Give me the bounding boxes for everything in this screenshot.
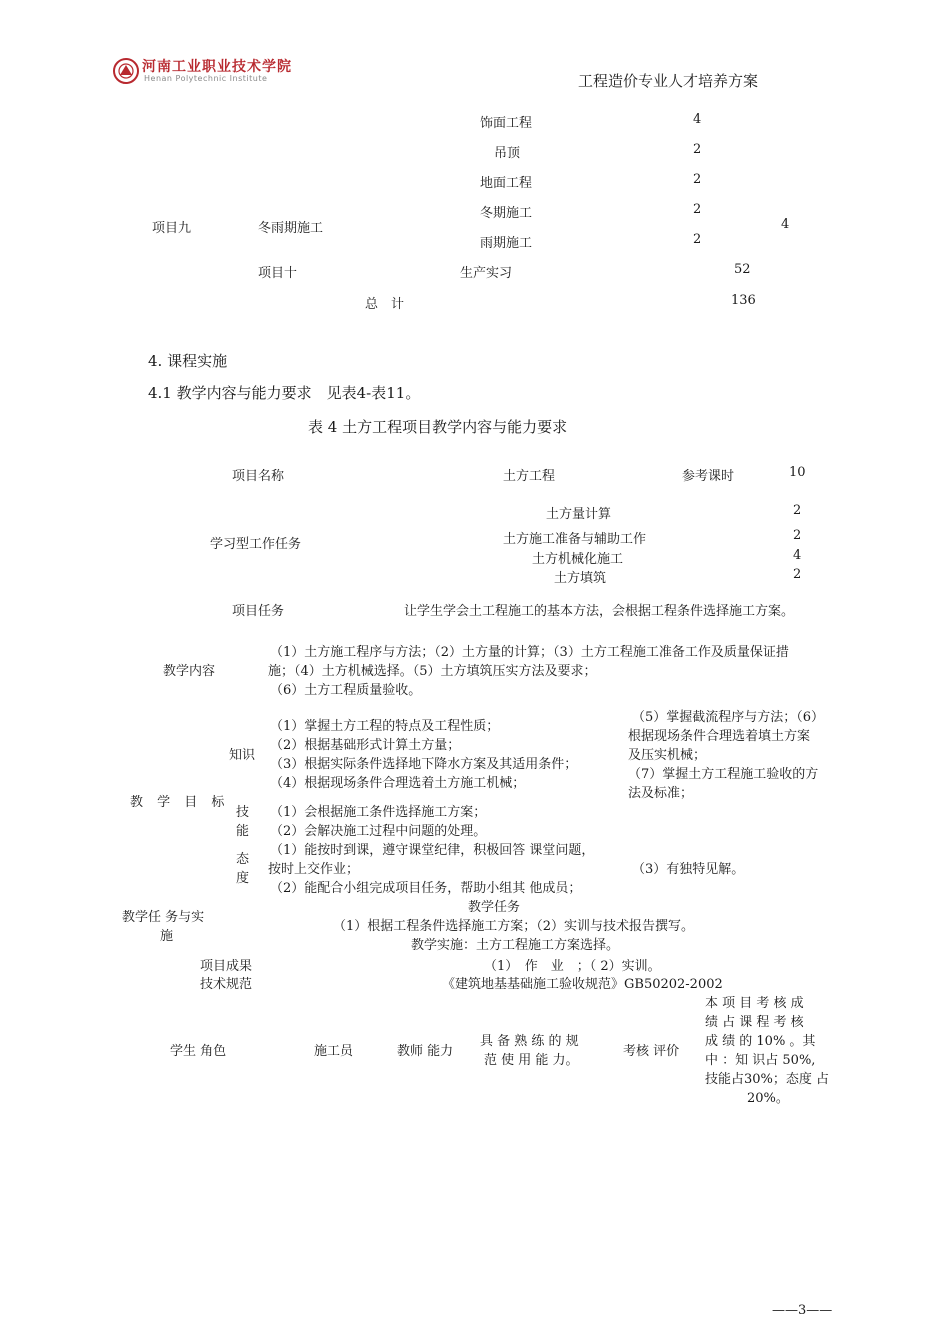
work-task-name: 土方填筑 bbox=[554, 571, 607, 586]
assessment-line: 技能占30%；态度 占 bbox=[705, 1072, 830, 1087]
knowledge-right-line: 法及标准； bbox=[628, 786, 694, 801]
project-result-value: （1） 作 业 ；（ 2）实训。 bbox=[484, 959, 661, 974]
skill-label: 技 bbox=[236, 805, 250, 820]
top-table-task: 地面工程 bbox=[480, 176, 533, 191]
teaching-goals-label: 教 学 目 标 bbox=[130, 795, 230, 810]
work-task-name: 土方量计算 bbox=[546, 507, 612, 522]
top-table-hours: 4 bbox=[693, 112, 702, 127]
item9-name: 项目九 bbox=[152, 221, 192, 236]
school-logo bbox=[112, 56, 292, 86]
logo-text-en: Henan Polytechnic Institute bbox=[144, 74, 268, 83]
teaching-task-heading: 教学任务 bbox=[468, 900, 521, 915]
work-task-name: 土方机械化施工 bbox=[532, 552, 624, 567]
knowledge-right-line: （7）掌握土方工程施工验收的方 bbox=[628, 767, 819, 782]
work-tasks-label: 学习型工作任务 bbox=[210, 537, 302, 552]
subsection-heading: 4.1 教学内容与能力要求 见表4-表11。 bbox=[148, 384, 421, 402]
attitude-right-line: （3）有独特见解。 bbox=[632, 862, 745, 877]
assessment-line: 绩 占 课 程 考 核 bbox=[705, 1015, 804, 1030]
reference-hours-label: 参考课时 bbox=[682, 469, 735, 484]
top-table-hours: 2 bbox=[693, 202, 702, 217]
skill-line: （2）会解决施工过程中问题的处理。 bbox=[270, 824, 487, 839]
knowledge-line: （3）根据实际条件选择地下降水方案及其适用条件； bbox=[270, 757, 578, 772]
teaching-content-line: 施；（4）土方机械选择。（5）土方填筑压实方法及要求； bbox=[268, 664, 597, 679]
item9-title: 冬雨期施工 bbox=[258, 221, 324, 236]
assessment-line: 本 项 目 考 核 成 bbox=[705, 996, 804, 1011]
student-role-label: 学生 角色 bbox=[170, 1044, 227, 1059]
work-task-hours: 2 bbox=[793, 528, 802, 543]
teaching-content-label: 教学内容 bbox=[163, 664, 216, 679]
item10-name: 项目十 bbox=[258, 266, 298, 281]
teaching-content-line: （1）土方施工程序与方法；（2）土方量的计算；（3）土方工程施工准备工作及质量保证措 bbox=[270, 645, 789, 660]
knowledge-right-line: （5）掌握截流程序与方法；（6） bbox=[632, 710, 825, 725]
top-table-task: 吊顶 bbox=[494, 146, 521, 161]
implementation-label: 教学任 务与实 bbox=[122, 910, 205, 925]
section-heading: 4. 课程实施 bbox=[148, 352, 228, 370]
item9-total: 4 bbox=[781, 217, 790, 232]
assessment-label: 考核 评价 bbox=[623, 1044, 680, 1059]
teaching-content-line: （6）土方工程质量验收。 bbox=[270, 683, 422, 698]
assessment-line: 成 绩 的 10% 。其 bbox=[705, 1034, 816, 1049]
top-table-task: 雨期施工 bbox=[480, 236, 533, 251]
logo-text-cn: 河南工业职业技术学院 bbox=[142, 59, 292, 75]
top-table-task: 饰面工程 bbox=[480, 116, 533, 131]
knowledge-line: （1）掌握土方工程的特点及工程性质； bbox=[270, 719, 500, 734]
project-name-label: 项目名称 bbox=[232, 469, 285, 484]
work-task-hours: 2 bbox=[793, 567, 802, 582]
assessment-line: 20%。 bbox=[747, 1091, 789, 1106]
knowledge-label: 知识 bbox=[229, 748, 256, 763]
document-title: 工程造价专业人才培养方案 bbox=[578, 72, 759, 90]
teacher-ability-line: 范 使 用 能 力。 bbox=[484, 1053, 579, 1068]
attitude-label: 度 bbox=[236, 871, 250, 886]
project-task-value: 让学生学会土工程施工的基本方法，会根据工程条件选择施工方案。 bbox=[404, 604, 795, 619]
teaching-method-line: 教学实施：土方工程施工方案选择。 bbox=[411, 938, 620, 953]
project-result-label: 项目成果 bbox=[200, 959, 253, 974]
project-name-value: 土方工程 bbox=[503, 469, 556, 484]
sum-total: 136 bbox=[731, 293, 756, 308]
work-task-hours: 2 bbox=[793, 503, 802, 518]
attitude-line: （2）能配合小组完成项目任务，帮助小组其 他成员； bbox=[270, 881, 582, 896]
knowledge-right-line: 及压实机械； bbox=[628, 748, 707, 763]
item10-title: 生产实习 bbox=[460, 266, 513, 281]
top-table-hours: 2 bbox=[693, 232, 702, 247]
attitude-label: 态 bbox=[236, 852, 250, 867]
assessment-line: 中 ：知 识占 50%, bbox=[705, 1053, 816, 1068]
reference-hours-value: 10 bbox=[789, 465, 806, 480]
table-caption: 表 4 土方工程项目教学内容与能力要求 bbox=[308, 418, 568, 436]
sum-label: 总 计 bbox=[365, 297, 405, 312]
tech-spec-value: 《建筑地基基础施工验收规范》GB50202-2002 bbox=[442, 977, 723, 992]
implementation-label: 施 bbox=[160, 929, 174, 944]
top-table-hours: 2 bbox=[693, 172, 702, 187]
project-task-label: 项目任务 bbox=[232, 604, 285, 619]
skill-line: （1）会根据施工条件选择施工方案； bbox=[270, 805, 487, 820]
knowledge-line: （4）根据现场条件合理选着土方施工机械； bbox=[270, 776, 526, 791]
attitude-line: （1）能按时到课，遵守课堂纪律，积极回答 课堂问题， bbox=[270, 843, 595, 858]
work-task-hours: 4 bbox=[793, 548, 802, 563]
teacher-ability-line: 具 备 熟 练 的 规 bbox=[480, 1034, 579, 1049]
attitude-line: 按时上交作业； bbox=[268, 862, 360, 877]
tech-spec-label: 技术规范 bbox=[200, 977, 253, 992]
knowledge-line: （2）根据基础形式计算土方量； bbox=[270, 738, 461, 753]
top-table-hours: 2 bbox=[693, 142, 702, 157]
teaching-task-line: （1）根据工程条件选择施工方案；（2）实训与技术报告撰写。 bbox=[333, 919, 695, 934]
item10-total: 52 bbox=[734, 262, 751, 277]
page-number: ——3—— bbox=[772, 1303, 833, 1318]
teacher-ability-label: 教师 能力 bbox=[397, 1044, 454, 1059]
student-role-value: 施工员 bbox=[314, 1044, 354, 1059]
work-task-name: 土方施工准备与辅助工作 bbox=[503, 532, 647, 547]
top-table-task: 冬期施工 bbox=[480, 206, 533, 221]
skill-label: 能 bbox=[236, 824, 250, 839]
knowledge-right-line: 根据现场条件合理选着填土方案 bbox=[628, 729, 811, 744]
